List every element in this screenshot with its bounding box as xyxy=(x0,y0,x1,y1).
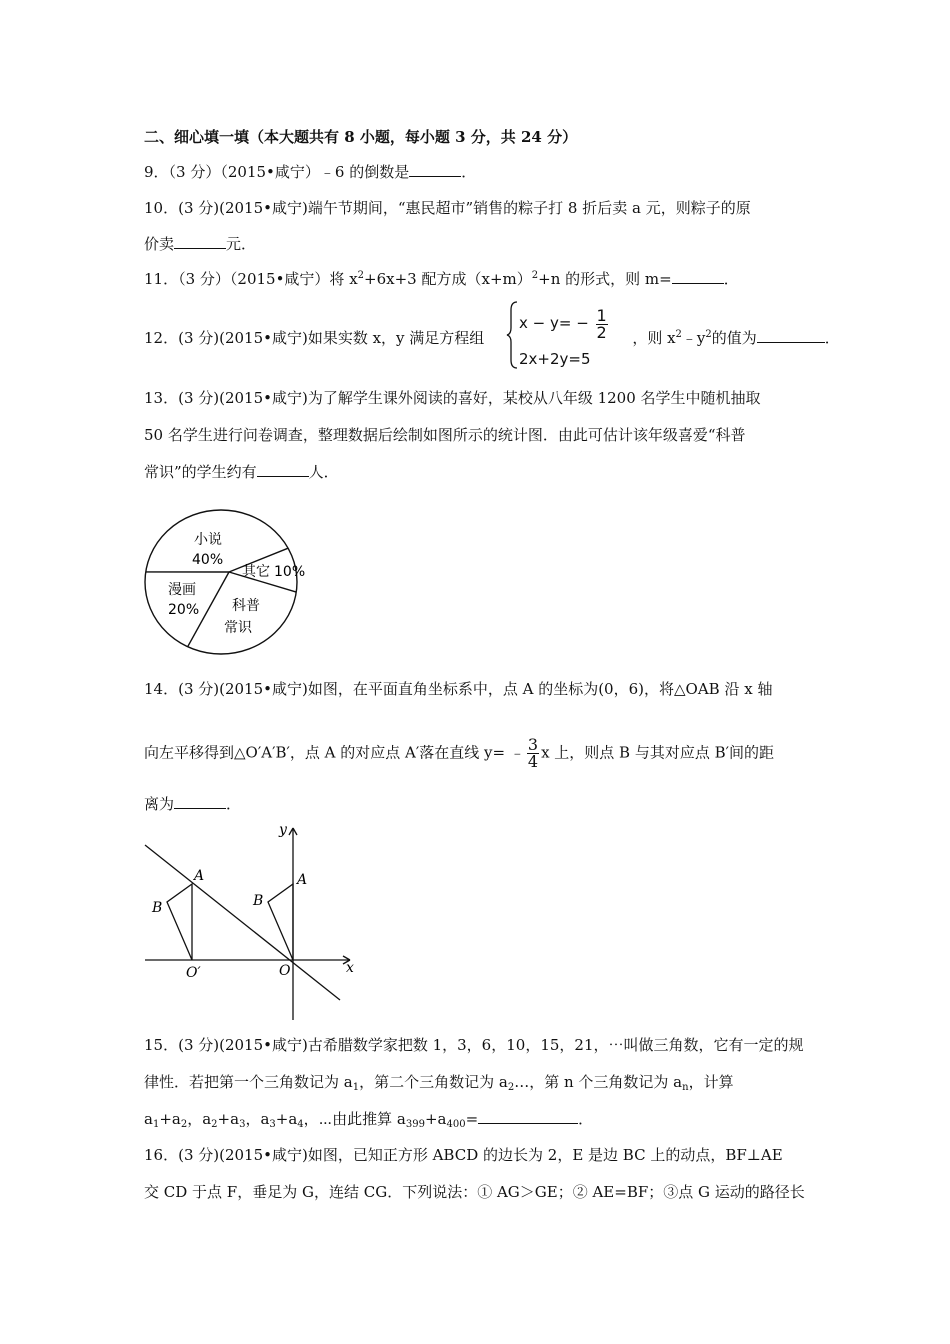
q11-mid: +6x+3 配方成（x+m） xyxy=(364,270,532,288)
equation-2: 2x+2y=5 xyxy=(519,350,591,368)
q14-line3-suffix: ． xyxy=(226,795,242,813)
q15-l3-i: = xyxy=(465,1110,479,1128)
q15-l3-s6: 4 xyxy=(297,1119,304,1130)
triangle-oab xyxy=(268,884,293,960)
label-b: B xyxy=(253,893,264,909)
eq1-fraction xyxy=(596,308,608,341)
q15-l2-p3: …，第 n 个三角数记为 a xyxy=(514,1073,683,1091)
q15-l3-s5: 3 xyxy=(269,1119,276,1130)
q15-l3-a: a xyxy=(144,1110,153,1128)
equation-1 xyxy=(519,308,610,341)
question-15-line3 xyxy=(144,1109,593,1129)
q11-exp1: 2 xyxy=(357,270,365,281)
q15-l3-s8: 400 xyxy=(446,1119,466,1130)
q10-prefix: 价卖 xyxy=(144,235,175,253)
question-13-line1: 13．(3 分)(2015•咸宁)为了解学生课外阅读的喜好，某校从八年级 1200 名学生中随机抽取 xyxy=(144,389,761,407)
q15-l2-p2: ，第二个三角数记为 a xyxy=(359,1073,508,1091)
q9-text: 9．（3 分）（2015•咸宁）﹣6 的倒数是 xyxy=(144,163,410,181)
pie-percent-other: 10% xyxy=(274,564,306,580)
q12-mid: ﹣y xyxy=(681,329,706,347)
q15-l3-s7: 399 xyxy=(405,1119,425,1130)
label-a-prime: A xyxy=(194,868,205,884)
brace-icon xyxy=(506,300,520,370)
q14-fraction xyxy=(527,737,539,770)
q15-l3-d: +a xyxy=(217,1110,240,1128)
pie-label-novel: 小说 xyxy=(194,532,222,548)
q15-l3-b: +a xyxy=(159,1110,181,1128)
label-o-prime: O′ xyxy=(186,965,201,981)
pie-label-science-1: 科普 xyxy=(232,598,260,614)
q15-l3-g: ，⋯由此推算 a xyxy=(303,1110,406,1128)
pie-chart xyxy=(142,504,312,658)
q15-l3-s3: 2 xyxy=(211,1119,218,1130)
q14-answer-blank[interactable] xyxy=(174,794,226,809)
pie-label-comic: 漫画 xyxy=(168,582,196,598)
q15-l3-s4: 3 xyxy=(239,1119,246,1130)
question-9 xyxy=(144,162,476,182)
section-heading: 二、细心填一填（本大题共有 8 小题，每小题 3 分，共 24 分） xyxy=(144,128,578,146)
question-10-line1: 10．(3 分)(2015•咸宁)端午节期间，“惠民超市”销售的粽子打 8 折后卖 a 元，则粽子的原 xyxy=(144,199,751,217)
q11-text: 11．（3 分）（2015•咸宁）将 x xyxy=(144,270,358,288)
pie-percent-novel: 40% xyxy=(192,552,224,568)
question-11 xyxy=(144,269,739,289)
q10-answer-blank[interactable] xyxy=(174,234,226,249)
pie-label-other: 其它 xyxy=(242,564,270,580)
q14-denominator: 4 xyxy=(527,752,539,771)
q12-exp2: 2 xyxy=(705,329,712,340)
equation-system xyxy=(506,300,616,370)
label-y: y xyxy=(279,822,287,838)
q12-exp1: 2 xyxy=(675,329,682,340)
question-15-line1: 15．(3 分)(2015•咸宁)古希腊数学家把数 1，3，6，10，15，21，⋯叫做三角数，它有一定的规 xyxy=(144,1036,804,1054)
q15-l2-s3: n xyxy=(682,1082,689,1093)
q12-after: ，则 x xyxy=(632,329,676,347)
question-12 xyxy=(144,328,840,348)
q12-suffix: ． xyxy=(824,329,840,347)
question-14-line3 xyxy=(144,794,241,814)
q13-suffix: 人． xyxy=(308,463,339,481)
eq1-denominator: 2 xyxy=(596,323,607,342)
question-16-line2: 交 CD 于点 F，垂足为 G，连结 CG．下列说法：① AG＞GE；② AE=BF；③点 G 运动的路径长 xyxy=(144,1183,805,1201)
label-x: x xyxy=(346,960,354,976)
question-14-line1: 14．(3 分)(2015•咸宁)如图，在平面直角坐标系中，点 A 的坐标为(0，6)，将△OAB 沿 x 轴 xyxy=(144,680,773,698)
q11-suffix: ． xyxy=(723,270,739,288)
q15-l2-s1: 1 xyxy=(352,1082,360,1093)
q11-mid2: +n 的形式，则 m= xyxy=(538,270,672,288)
q15-l2-p4: ，计算 xyxy=(688,1073,734,1091)
eq1-left: x − y= − xyxy=(519,314,589,332)
coordinate-figure xyxy=(140,820,360,1020)
question-10-line2 xyxy=(144,234,256,254)
eq1-numerator: 1 xyxy=(596,306,607,325)
q10-suffix: 元． xyxy=(226,235,257,253)
q15-answer-blank[interactable] xyxy=(478,1109,578,1124)
pie-label-science-2: 常识 xyxy=(224,620,252,636)
label-b-prime: B xyxy=(152,900,163,916)
q14-suffix-text: x 上，则点 B 与其对应点 B′间的距 xyxy=(541,743,775,762)
q15-l3-s1: 1 xyxy=(152,1119,160,1130)
q12-text: 12．(3 分)(2015•咸宁)如果实数 x，y 满足方程组 xyxy=(144,329,485,347)
label-o: O xyxy=(279,963,291,979)
q15-l3-s2: 2 xyxy=(180,1119,188,1130)
q14-prefix: 向左平移得到△O′A′B′，点 A 的对应点 A′落在直线 y= ﹣ xyxy=(144,743,525,762)
q15-l3-e: ，a xyxy=(245,1110,270,1128)
q11-answer-blank[interactable] xyxy=(672,269,724,284)
q15-suffix: ． xyxy=(578,1110,594,1128)
label-a: A xyxy=(297,872,308,888)
q12-tail: 的值为 xyxy=(711,329,757,347)
question-14-line2 xyxy=(144,737,774,770)
pie-percent-comic: 20% xyxy=(168,602,200,618)
q13-answer-blank[interactable] xyxy=(257,462,309,477)
q11-exp2: 2 xyxy=(531,270,539,281)
question-16-line1: 16．(3 分)(2015•咸宁)如图，已知正方形 ABCD 的边长为 2，E 是边 BC 上的动点，BF⊥AE xyxy=(144,1146,783,1164)
question-13-line2: 50 名学生进行问卷调查，整理数据后绘制如图所示的统计图．由此可估计该年级喜爱“科普 xyxy=(144,426,746,444)
q9-suffix: ． xyxy=(461,163,477,181)
q14-line3-prefix: 离为 xyxy=(144,795,175,813)
q9-answer-blank[interactable] xyxy=(409,162,461,177)
triangle-oab-prime xyxy=(167,884,192,960)
q13-prefix: 常识”的学生约有 xyxy=(144,463,257,481)
q14-numerator: 3 xyxy=(527,735,539,754)
q12-answer-blank[interactable] xyxy=(757,328,825,343)
question-13-line3 xyxy=(144,462,339,482)
q15-l3-c: ，a xyxy=(187,1110,212,1128)
question-15-line2 xyxy=(144,1072,734,1092)
q15-l2-s2: 2 xyxy=(507,1082,515,1093)
q15-l3-f: +a xyxy=(275,1110,298,1128)
q15-l3-h: +a xyxy=(424,1110,447,1128)
q15-l2-p1: 律性．若把第一个三角数记为 a xyxy=(144,1073,353,1091)
line-y-neg-3-4-x xyxy=(145,845,340,1000)
